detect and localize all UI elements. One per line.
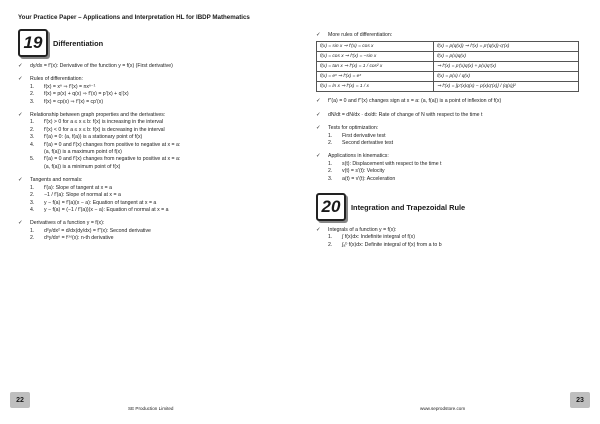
list-item: 3. f(x) = cp(x) ⇒ f'(x) = cp'(x) (30, 98, 104, 105)
check-icon: ✓ (18, 63, 23, 69)
list-item: 2. −1 / f'(a): Slope of normal at x = a (30, 192, 121, 199)
list-item: 3. y − f(a) = f'(a)(x − a): Equation of tangent at x = a (30, 199, 157, 206)
list-item: 1. s(t): Displacement with respect to the time t (328, 160, 442, 167)
tangents-heading: ✓ Tangents and normals: (18, 177, 83, 184)
list-item: (a, f(a)) is a minimum point of f(x) (44, 163, 121, 170)
list-item: 1. f'(a): Slope of tangent at x = a (30, 184, 113, 191)
section-title: Integration and Trapezoidal Rule (351, 202, 466, 212)
inflexion-rule: ✓ f''(a) = 0 and f''(x) changes sign at x = a: (a, f(a)) is a point of inflexion of f(x) (316, 98, 502, 105)
section-number-badge: 19 (18, 29, 48, 57)
page-header: Your Practice Paper – Applications and Interpretation HL for IBDP Mathematics (18, 14, 250, 21)
section-title: Differentiation (53, 38, 104, 48)
derivative-definition: ✓ dy/dx = f'(x): Derivative of the function y = f(x) (First derivative) (18, 63, 173, 69)
right-page (300, 0, 600, 424)
list-item: 3. f'(a) = 0: (a, f(a)) is a stationary point of f(x) (30, 134, 143, 141)
list-item: 1. ∫ f(x)dx: Indefinite integral of f(x) (328, 234, 415, 241)
publisher-name: SE Production Limited (128, 406, 174, 411)
table-row: f(x) = ln x ⇒ f'(x) = 1 / x ⇒ f'(x) = [p'(x)q(x) − p(x)q'(x)] / (q(x))² (317, 82, 579, 92)
list-item: 2. ∫ₐᵇ f(x)dx: Definite integral of f(x) from a to b (328, 241, 442, 248)
check-icon: ✓ (316, 111, 321, 118)
check-icon: ✓ (18, 177, 23, 184)
section-19-heading (18, 29, 292, 57)
check-icon: ✓ (18, 112, 23, 119)
tests-heading: ✓ Tests for optimization: (316, 125, 379, 132)
website-url: www.seprodstore.com (420, 406, 466, 411)
list-item: (a, f(a)) is a maximum point of f(x) (44, 149, 122, 156)
list-item: 2. f(x) = p(x) + q(x) ⇒ f'(x) = p'(x) + q'(x) (30, 91, 129, 98)
left-page-number: 22 (10, 392, 30, 408)
list-item: 2. f'(x) < 0 for a ≤ x ≤ b: f(x) is decreasing in the interval (30, 126, 165, 133)
right-page-number: 23 (570, 392, 590, 408)
kinematics-list (316, 161, 590, 183)
derivs-list (18, 228, 292, 243)
table-row: f(x) = sin x ⇒ f'(x) = cos x f(x) = p(q(x)) ⇒ f'(x) = p'(q(x))·q'(x) (317, 42, 579, 52)
list-item: 4. y − f(a) = (−1 / f'(a))(x − a): Equation of normal at x = a (30, 206, 169, 213)
list-item: 5. f'(a) = 0 and f'(x) changes from negative to positive at x = a: (30, 156, 181, 163)
list-item: 1. f(x) = xⁿ ⇒ f'(x) = nxⁿ⁻¹ (30, 83, 96, 90)
check-icon: ✓ (316, 98, 321, 105)
integrals-list (316, 234, 590, 249)
tangents-list (18, 185, 292, 215)
check-icon: ✓ (316, 227, 321, 234)
more-rules-heading: ✓ More rules of differentiation: (316, 32, 393, 38)
list-item: 3. a(t) = v'(t): Acceleration (328, 175, 396, 182)
check-icon: ✓ (316, 153, 321, 160)
table-row: f(x) = cos x ⇒ f'(x) = −sin x f(x) = p(x)q(x) (317, 52, 579, 62)
list-item: 2. v(t) = s'(t): Velocity (328, 168, 385, 175)
list-item: 4. f'(a) = 0 and f'(x) changes from positive to negative at x = a: (30, 141, 181, 148)
relationship-list (18, 119, 292, 171)
rules-heading: ✓ Rules of differentiation: (18, 76, 83, 83)
tests-list (316, 133, 590, 148)
table-row: f(x) = tan x ⇒ f'(x) = 1 / cos² x ⇒ f'(x) = p'(x)q(x) + p(x)q'(x) (317, 62, 579, 72)
list-item: 1. f'(x) > 0 for a ≤ x ≤ b: f(x) is increasing in the interval (30, 119, 163, 126)
list-item: 2. Second derivative test (328, 140, 394, 147)
section-number-badge: 20 (316, 193, 346, 221)
rules-table (316, 41, 579, 92)
table-row: f(x) = eˣ ⇒ f'(x) = eˣ f(x) = p(x) / q(x) (317, 72, 579, 82)
check-icon: ✓ (18, 76, 23, 83)
relationship-heading: ✓ Relationship between graph properties and the derivatives: (18, 112, 166, 119)
check-icon: ✓ (18, 220, 23, 227)
section-20-heading (316, 193, 590, 221)
related-rates: ✓ dN/dt = dN/dx · dx/dt: Rate of change of N with respect to the time t (316, 111, 483, 118)
integrals-heading: ✓ Integrals of a function y = f(x): (316, 227, 397, 234)
list-item: 1. First derivative test (328, 132, 386, 139)
check-icon: ✓ (316, 125, 321, 132)
list-item: 1. d²y/dx² = d/dx(dy/dx) = f''(x): Second derivative (30, 227, 151, 234)
check-icon: ✓ (316, 32, 321, 38)
kinematics-heading: ✓ Applications in kinematics: (316, 153, 389, 160)
derivs-heading: ✓ Derivatives of a function y = f(x): (18, 220, 105, 227)
list-item: 2. dⁿy/dxⁿ = f⁽ⁿ⁾(x): n-th derivative (30, 235, 114, 242)
rules-list (18, 84, 292, 106)
